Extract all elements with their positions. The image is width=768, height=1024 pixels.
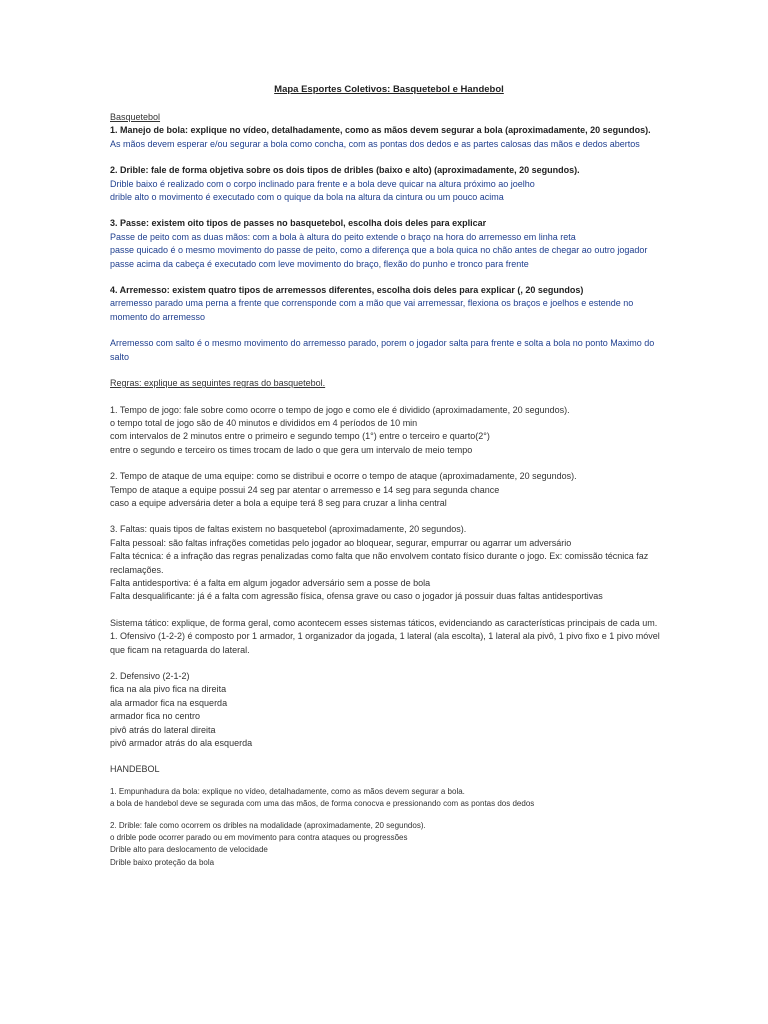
section-heading-handebol: HANDEBOL <box>110 764 160 775</box>
question-1: 1. Manejo de bola: explique no vídeo, detalhadamente, como as mãos devem segurar a bola (aproximadamente, 20 segundos). <box>110 125 651 136</box>
rule-3-answer-line-2: Falta técnica: é a infração das regras penalizadas como falta que não envolvem contato físico durante o jogo. Ex: comissão técnica faz reclamações. <box>110 551 649 575</box>
tactical-defensive-line-1: fica na ala pivo fica na direita <box>110 684 227 695</box>
rule-2-question: 2. Tempo de ataque de uma equipe: como se distribui e ocorre o tempo de ataque (aproximadamente, 20 segundos). <box>110 471 577 482</box>
rule-1-answer-line-3: entre o segundo e terceiro os times trocam de lado o que gera um intervalo de meio tempo <box>110 444 473 455</box>
document-title: Mapa Esportes Coletivos: Basquetebol e Handebol <box>274 84 504 95</box>
rule-3-answer-line-4: Falta desqualificante: já é a falta com agressão física, ofensa grave ou caso o jogador já possuir duas faltas antidesportivas <box>110 591 603 602</box>
handebol-answer-1: a bola de handebol deve se segurada com uma das mãos, de forma conocva e pressionando com as pontas dos dedos <box>110 799 535 809</box>
tactical-defensive-line-5: pivô armador atrás do ala esquerda <box>110 738 253 749</box>
handebol-question-1: 1. Empunhadura da bola: explique no vídeo, detalhadamente, como as mãos devem segurar a bola. <box>110 786 465 796</box>
section-heading-regras: Regras: explique as seguintes regras do basquetebol. <box>110 378 326 389</box>
rule-1-answer-line-2: com intervalos de 2 minutos entre o primeiro e segundo tempo (1°) entre o terceiro e quarto(2°) <box>110 431 490 442</box>
answer-3-line-1: Passe de peito com as duas mãos: com a bola à altura do peito extende o braço na hora do arremesso em linha reta <box>110 231 576 242</box>
rule-2-answer-line-2: caso a equipe adversária deter a bola a equipe terá 8 seg para cruzar a linha central <box>110 497 447 508</box>
tactical-question: Sistema tático: explique, de forma geral, como acontecem esses sistemas táticos, evidenciando as características principais de cada um. <box>110 617 658 628</box>
tactical-defensive-line-3: armador fica no centro <box>110 711 201 722</box>
rule-3-question: 3. Faltas: quais tipos de faltas existem no basquetebol (aproximadamente, 20 segundos). <box>110 524 467 535</box>
answer-2-line-2: drible alto o movimento é executado com o quique da bola na altura da cintura ou um pouco acima <box>110 192 504 203</box>
rule-1-question: 1. Tempo de jogo: fale sobre como ocorre o tempo de jogo e como ele é dividido (aproximadamente, 20 segundos). <box>110 404 570 415</box>
answer-2-line-1: Drible baixo é realizado com o corpo inclinado para frente e a bola deve quicar na altura próximo ao joelho <box>110 178 535 189</box>
question-3: 3. Passe: existem oito tipos de passes no basquetebol, escolha dois deles para explicar <box>110 218 487 229</box>
answer-1: As mãos devem esperar e/ou segurar a bola como concha, com as pontas dos dedos e as partes calosas das mãos e dedos abertos <box>110 138 640 149</box>
question-2: 2. Drible: fale de forma objetiva sobre os dois tipos de dribles (baixo e alto) (aproximadamente, 20 segundos). <box>110 165 580 176</box>
rule-3-answer-line-1: Falta pessoal: são faltas infrações cometidas pelo jogador ao bloquear, segurar, empurrar ou agarrar um adversário <box>110 537 572 548</box>
tactical-defensive-line-4: pivô atrás do lateral direita <box>110 724 216 735</box>
tactical-defensive-line-2: ala armador fica na esquerda <box>110 697 228 708</box>
tactical-defensive-heading: 2. Defensivo (2-1-2) <box>110 671 190 681</box>
handebol-question-2: 2. Drible: fale como ocorrem os dribles na modalidade (aproximadamente, 20 segundos). <box>110 820 426 830</box>
handebol-answer-2-line-1: o drible pode ocorrer parado ou em movimento para contra ataques ou progressões <box>110 833 408 843</box>
handebol-answer-2-line-2: Drible alto para deslocamento de velocidade <box>110 845 268 855</box>
question-4: 4. Arremesso: existem quatro tipos de arremessos diferentes, escolha dois deles para explicar (, 20 segundos) <box>110 285 584 296</box>
rule-2-answer-line-1: Tempo de ataque a equipe possui 24 seg par atentar o arremesso e 14 seg para segunda chance <box>110 484 500 495</box>
tactical-offensive: 1. Ofensivo (1-2-2) é composto por 1 armador, 1 organizador da jogada, 1 lateral (ala escolta), 1 lateral ala pivô, 1 pivo fixo e 1 pivo móvel que ficam na retaguarda do lateral. <box>110 631 660 655</box>
section-heading-basquetebol: Basquetebol <box>110 112 161 122</box>
answer-3-line-3: passe acima da cabeça é executado com leve movimento do braço, flexão do punho e tronco para frente <box>110 258 529 269</box>
rule-3-answer-line-3: Falta antidesportiva: é a falta em algum jogador adversário sem a posse de bola <box>110 577 431 588</box>
answer-4-line-1: arremesso parado uma perna a frente que corrensponde com a mão que vai arremessar, flexiona os braços e joelhos e estende no momento do arremesso <box>110 298 634 322</box>
answer-4-line-2: Arremesso com salto é o mesmo movimento do arremesso parado, porem o jogador salta para frente e solta a bola no ponto Maximo do salto <box>110 338 655 362</box>
rule-1-answer-line-1: o tempo total de jogo são de 40 minutos e divididos em 4 períodos de 10 min <box>110 417 418 428</box>
handebol-answer-2-line-3: Drible baixo proteção da bola <box>110 857 215 867</box>
answer-3-line-2: passe quicado é o mesmo movimento do passe de peito, como a diferença que a bola quica no chão antes de chegar ao outro jogador <box>110 245 648 256</box>
